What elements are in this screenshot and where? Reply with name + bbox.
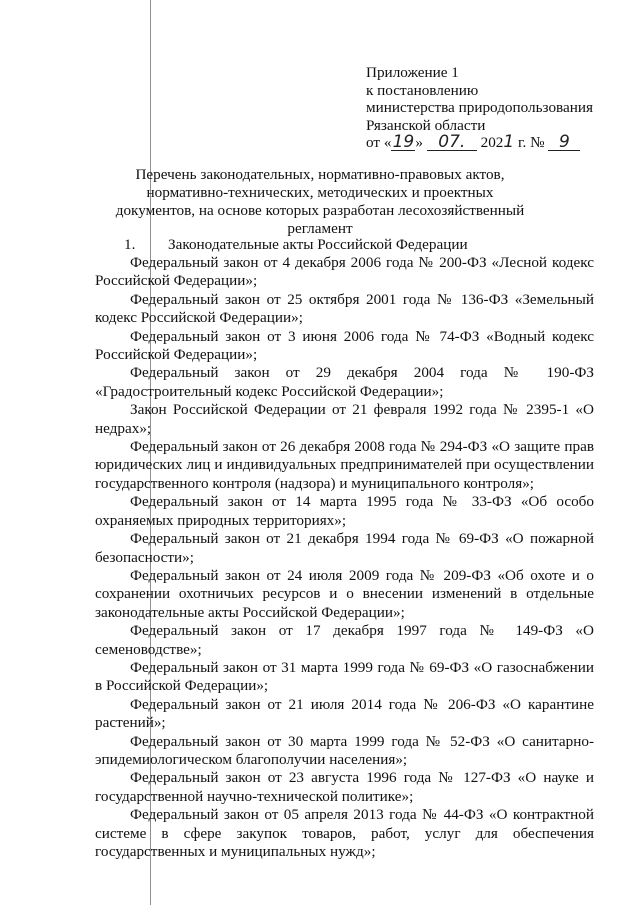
law-item: Федеральный закон от 30 марта 1999 года № 52-ФЗ «О санитарно-эпидемиологическом благополучии населения»; — [95, 732, 594, 768]
law-item: Федеральный закон от 24 июля 2009 года № 209-ФЗ «Об охоте и о сохранении охотничьих ресурсов и о внесении изменений в отдельные законодательные акты Российской Федерации»; — [95, 566, 594, 621]
date-prefix: от « — [366, 134, 392, 151]
law-item: Федеральный закон от 3 июня 2006 года № 74-ФЗ «Водный кодекс Российской Федерации»; — [95, 327, 594, 364]
handwritten-month: 07. — [427, 134, 477, 151]
law-item: Федеральный закон от 21 декабря 1994 года № 69-ФЗ «О пожарной безопасности»; — [95, 530, 594, 566]
law-item: Федеральный закон от 31 марта 1999 года № 69-ФЗ «О газоснабжении в Российской Федерации»; — [95, 658, 594, 695]
law-item: Федеральный закон от 23 августа 1996 года № 127-ФЗ «О науке и государственной научно-технической политике»; — [95, 769, 594, 805]
law-item: Закон Российской Федерации от 21 февраля 1992 года № 2395-1 «О недрах»; — [95, 401, 594, 437]
law-item: Федеральный закон от 26 декабря 2008 года № 294-ФЗ «О защите прав юридических лиц и индивидуальных предпринимателей при осуществлении государственного контроля (надзора) и муниципального контроля»; — [95, 438, 594, 492]
law-item: Федеральный закон от 14 марта 1995 года № 33-ФЗ «Об особо охраняемых природных территориях»; — [95, 493, 594, 529]
appendix-line-2: к постановлению — [366, 81, 479, 99]
date-year-prefix: 202 — [480, 134, 504, 151]
date-day-close: » — [415, 134, 424, 151]
document-title: Перечень законодательных, нормативно-правовых актов, нормативно-технических, методических и проектных документов, на основе которых разработан лесохозяйственный регламент — [115, 166, 525, 237]
law-item: Федеральный закон от 4 декабря 2006 года № 200-ФЗ «Лесной кодекс Российской Федерации»; — [95, 254, 594, 290]
law-item: Федеральный закон от 21 июля 2014 года № 206-ФЗ «О карантине растений»; — [95, 695, 594, 732]
appendix-line-3: министерства природопользования — [366, 99, 593, 116]
appendix-date-line — [366, 134, 616, 152]
section-heading — [124, 236, 594, 254]
date-year-suffix: г. № — [514, 134, 545, 151]
appendix-line-4: Рязанской области — [366, 116, 486, 134]
appendix-line-1: Приложение 1 — [366, 64, 459, 81]
law-item: Федеральный закон от 25 октября 2001 года № 136-ФЗ «Земельный кодекс Российской Федерации»; — [95, 290, 594, 327]
law-item: Федеральный закон от 29 декабря 2004 года № 190-ФЗ «Градостроительный кодекс Российской Федерации»; — [95, 364, 594, 400]
handwritten-year-digit: 1 — [503, 132, 515, 152]
appendix-header — [366, 64, 616, 152]
section-number: 1. — [124, 236, 136, 253]
law-item: Федеральный закон от 05 апреля 2013 года № 44-ФЗ «О контрактной системе в сфере закупок товаров, работ, услуг для обеспечения государственных и муниципальных нужд»; — [95, 806, 594, 860]
law-item: Федеральный закон от 17 декабря 1997 года № 149-ФЗ «О семеноводстве»; — [95, 622, 594, 658]
handwritten-day: 19 — [392, 132, 415, 152]
handwritten-number: 9 — [548, 134, 580, 151]
law-list — [95, 254, 594, 861]
section-heading-text: Законодательные акты Российской Федерации — [168, 236, 468, 253]
